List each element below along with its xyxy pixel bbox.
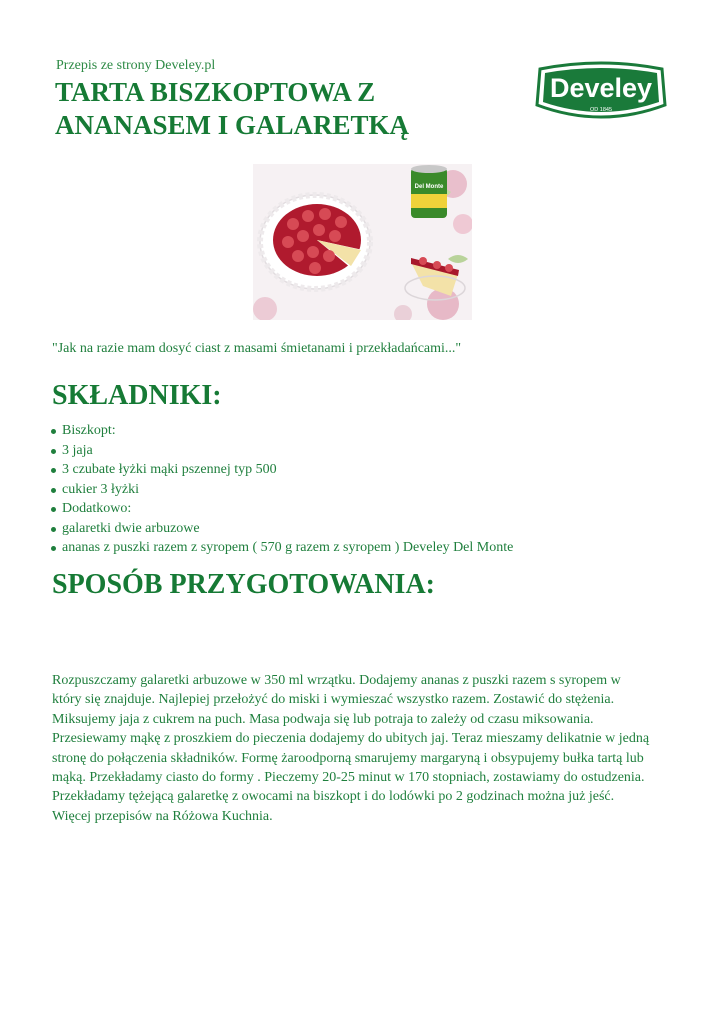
ingredients-heading: SKŁADNIKI: [52,380,222,411]
recipe-quote: "Jak na razie mam dosyć ciast z masami śmietanami i przekładańcami..." [52,341,462,356]
can-label: Del Monte [414,184,444,190]
list-item [51,519,513,539]
list-item [51,480,513,500]
ingredient-text: 3 jaja [62,442,93,458]
bullet-icon [51,468,56,473]
list-item [51,499,513,519]
bullet-icon [51,429,56,434]
ingredient-text: cukier 3 łyżki [62,481,139,497]
source-line: Przepis ze strony Develey.pl [56,58,216,73]
logo-since: OD 1845 [589,107,613,113]
list-item [51,421,513,441]
bullet-icon [51,507,56,512]
bullet-icon [51,527,56,532]
preparation-heading: SPOSÓB PRZYGOTOWANIA: [52,569,435,600]
preparation-text: Rozpuszczamy galaretki arbuzowe w 350 ml wrzątku. Dodajemy ananas z puszki razem s syropem w który się znajduje. Najlepiej przełożyć do miski i wymieszać wszystko razem. Zostawić do stężenia. Miksujemy jaja z cukrem na puch. Masa podwaja się lub potraja to zależy od czasu miksowania. Przesiewamy mąkę z proszkiem do pieczenia dodajemy do ubitych jaj. Teraz mieszamy delikatnie w jedną stronę do połączenia składników. Formę żaroodporną smarujemy margaryną i obsypujemy bułka tartą lub mąką. Przekładamy ciasto do formy . Pieczemy 20-25 minut w 170 stopniach, zostawiamy do ostudzenia. Przekładamy tężejącą galaretkę z owocami na biszkopt i do lodówki po 2 godzinach można już jeść. Więcej przepisów na Różowa Kuchnia. [52,673,650,824]
develey-logo [532,59,670,123]
bullet-icon [51,449,56,454]
ingredient-text: Dodatkowo: [62,501,132,516]
ingredient-text: Biszkopt: [62,423,116,438]
logo-wordmark: Develey [549,73,653,103]
list-item [51,460,513,480]
ingredients-list [51,421,513,558]
ingredient-text: galaretki dwie arbuzowe [62,520,200,536]
bullet-icon [51,546,56,551]
list-item [51,441,513,461]
ingredient-text: 3 czubate łyżki mąki pszennej typ 500 [62,462,277,477]
ingredient-text: ananas z puszki razem z syropem ( 570 g razem z syropem ) Develey Del Monte [62,540,514,555]
page-title: TARTA BISZKOPTOWA Z ANANASEM I GALARETKĄ [55,77,410,140]
list-item [51,538,513,558]
recipe-photo [253,164,472,320]
bullet-icon [51,488,56,493]
